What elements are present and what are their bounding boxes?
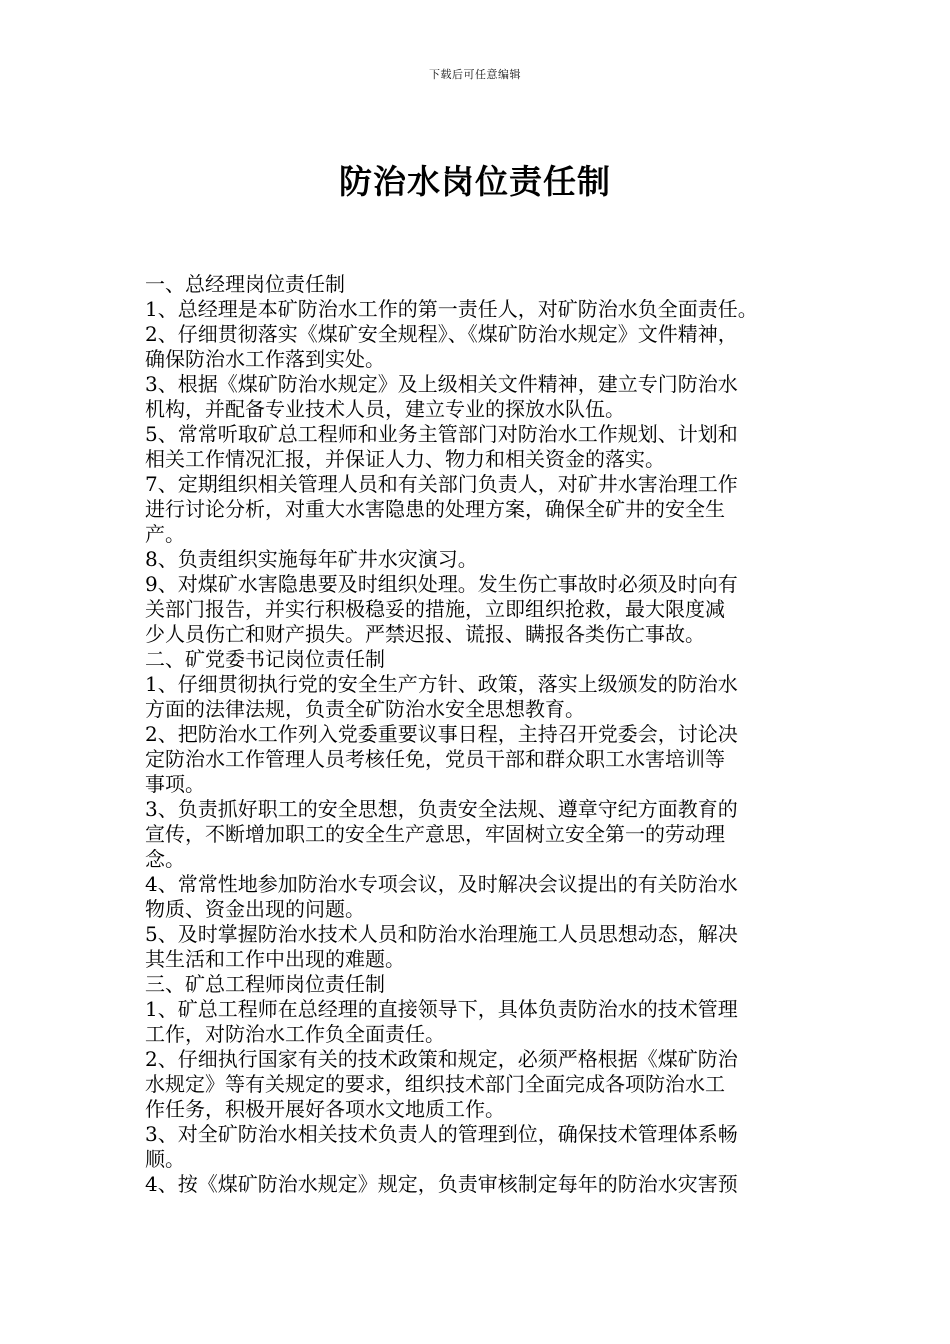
text-line: 相关工作情况汇报，并保证人力、物力和相关资金的落实。 [145, 447, 665, 471]
text-line: 定防治水工作管理人员考核任免，党员干部和群众职工水害培训等 [145, 747, 725, 771]
text-line: 9、对煤矿水害隐患要及时组织处理。发生伤亡事故时必须及时向有 [145, 572, 738, 596]
text-line: 其生活和工作中出现的难题。 [145, 947, 405, 971]
text-line: 工作，对防治水工作负全面责任。 [145, 1022, 445, 1046]
text-line: 确保防治水工作落到实处。 [145, 347, 385, 371]
text-line: 1、总经理是本矿防治水工作的第一责任人，对矿防治水负全面责任。 [145, 297, 758, 321]
text-line: 事项。 [145, 772, 205, 796]
text-line: 机构，并配备专业技术人员，建立专业的探放水队伍。 [145, 397, 625, 421]
text-line: 进行讨论分析，对重大水害隐患的处理方案，确保全矿井的安全生 [145, 497, 725, 521]
header-note: 下载后可任意编辑 [429, 68, 521, 81]
text-line: 8、负责组织实施每年矿井水灾演习。 [145, 547, 478, 571]
text-line: 2、把防治水工作列入党委重要议事日程，主持召开党委会，讨论决 [145, 722, 738, 746]
text-line: 4、按《煤矿防治水规定》规定，负责审核制定每年的防治水灾害预 [145, 1172, 738, 1196]
text-line: 作任务，积极开展好各项水文地质工作。 [145, 1097, 505, 1121]
text-line: 4、常常性地参加防治水专项会议，及时解决会议提出的有关防治水 [145, 872, 738, 896]
text-line: 顺。 [145, 1147, 185, 1171]
document-body [145, 272, 810, 1197]
text-line: 物质、资金出现的问题。 [145, 897, 365, 921]
text-line: 3、对全矿防治水相关技术负责人的管理到位，确保技术管理体系畅 [145, 1122, 738, 1146]
text-line: 3、根据《煤矿防治水规定》及上级相关文件精神，建立专门防治水 [145, 372, 738, 396]
text-line: 5、常常听取矿总工程师和业务主管部门对防治水工作规划、计划和 [145, 422, 738, 446]
text-line: 1、矿总工程师在总经理的直接领导下，具体负责防治水的技术管理 [145, 997, 738, 1021]
text-line: 宣传，不断增加职工的安全生产意思，牢固树立安全第一的劳动理 [145, 822, 725, 846]
text-line: 水规定》等有关规定的要求，组织技术部门全面完成各项防治水工 [145, 1072, 725, 1096]
text-line: 念。 [145, 847, 185, 871]
text-line: 7、定期组织相关管理人员和有关部门负责人，对矿井水害治理工作 [145, 472, 738, 496]
text-line: 关部门报告，并实行积极稳妥的措施，立即组织抢救，最大限度减 [145, 597, 725, 621]
text-line: 二、矿党委书记岗位责任制 [145, 647, 385, 671]
page-title: 防治水岗位责任制 [339, 162, 611, 201]
text-line: 少人员伤亡和财产损失。严禁迟报、谎报、瞒报各类伤亡事故。 [145, 622, 705, 646]
text-line: 产。 [145, 522, 185, 546]
text-line: 三、矿总工程师岗位责任制 [145, 972, 385, 996]
text-line: 一、总经理岗位责任制 [145, 272, 345, 296]
text-line: 5、及时掌握防治水技术人员和防治水治理施工人员思想动态，解决 [145, 922, 738, 946]
text-line: 1、仔细贯彻执行党的安全生产方针、政策，落实上级颁发的防治水 [145, 672, 738, 696]
text-line: 2、仔细执行国家有关的技术政策和规定，必须严格根据《煤矿防治 [145, 1047, 738, 1071]
text-line: 方面的法律法规，负责全矿防治水安全思想教育。 [145, 697, 585, 721]
text-line: 3、负责抓好职工的安全思想，负责安全法规、遵章守纪方面教育的 [145, 797, 738, 821]
text-line: 2、仔细贯彻落实《煤矿安全规程》、《煤矿防治水规定》文件精神， [145, 322, 738, 346]
